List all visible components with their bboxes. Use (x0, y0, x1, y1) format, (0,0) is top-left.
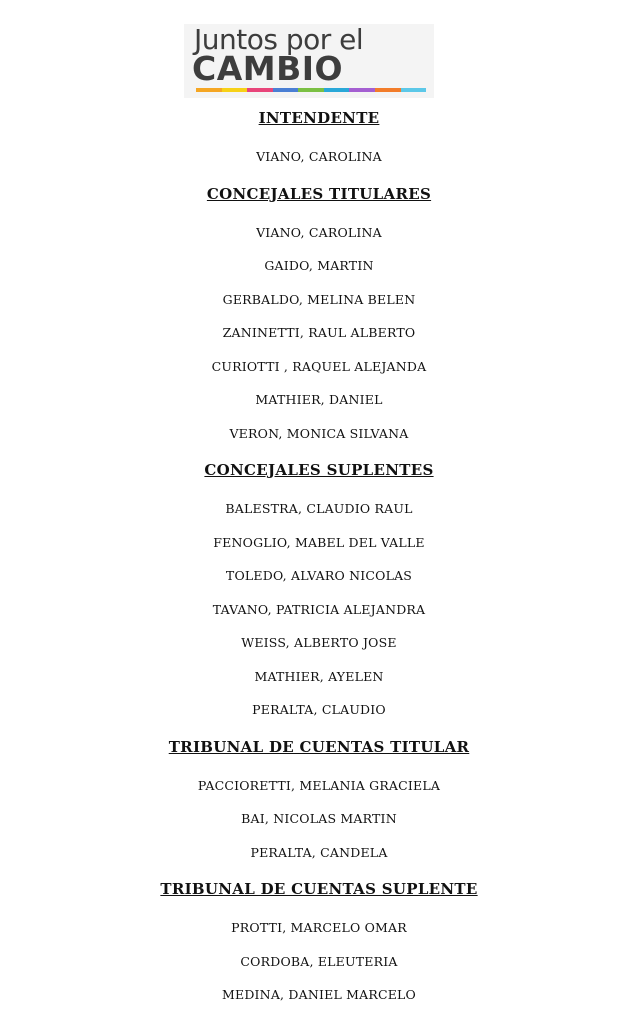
logo-stripe-segment (375, 88, 401, 92)
candidate-name: MATHIER, DANIEL (255, 392, 383, 407)
candidate-name: BAI, NICOLAS MARTIN (241, 811, 397, 826)
section-spacer (0, 450, 638, 460)
logo-stripe-segment (298, 88, 324, 92)
candidate-name: PERALTA, CLAUDIO (252, 702, 386, 717)
section-spacer (0, 727, 638, 737)
logo-stripe-segment (196, 88, 222, 92)
candidate-name: CURIOTTI , RAQUEL ALEJANDA (211, 358, 427, 374)
candidate-name: VERON, MONICA SILVANA (229, 425, 409, 441)
logo-line-2: CAMBIO (192, 49, 344, 88)
logo-color-stripe (196, 88, 426, 92)
candidate-name: VIANO, CAROLINA (256, 224, 382, 240)
candidate-name: VIANO, CAROLINA (256, 149, 382, 164)
candidate-name: PACCIORETTI, MELANIA GRACIELA (197, 777, 441, 793)
candidate-name: CORDOBA, ELEUTERIA (240, 953, 398, 969)
section-spacer (0, 869, 638, 879)
section-heading: CONCEJALES SUPLENTES (204, 461, 434, 479)
candidate-name: PERALTA, CANDELA (250, 844, 388, 860)
candidate-name: GERBALDO, MELINA BELEN (222, 291, 416, 307)
section-heading: CONCEJALES TITULARES (206, 184, 432, 203)
section-heading: TRIBUNAL DE CUENTAS TITULAR (168, 737, 470, 756)
candidate-name: FENOGLIO, MABEL DEL VALLE (213, 534, 425, 550)
candidate-name: BALESTRA, CLAUDIO RAUL (225, 501, 413, 516)
section-heading: TRIBUNAL DE CUENTAS SUPLENTE (160, 880, 478, 898)
juntos-por-el-cambio-logo (184, 24, 434, 98)
candidate-name: TAVANO, PATRICIA ALEJANDRA (212, 601, 426, 617)
candidate-list (0, 108, 638, 1012)
logo-stripe-segment (247, 88, 273, 92)
candidate-name: WEISS, ALBERTO JOSE (241, 635, 397, 650)
logo-stripe-segment (401, 88, 427, 92)
candidate-name: MATHIER, AYELEN (254, 668, 384, 684)
candidate-name: TOLEDO, ALVARO NICOLAS (225, 568, 413, 583)
candidate-name: MEDINA, DANIEL MARCELO (222, 987, 416, 1002)
section-heading: INTENDENTE (258, 109, 380, 127)
logo-stripe-segment (324, 88, 350, 92)
section-spacer (0, 174, 638, 184)
candidate-name: PROTTI, MARCELO OMAR (231, 920, 407, 935)
logo-stripe-segment (222, 88, 248, 92)
candidate-name: ZANINETTI, RAUL ALBERTO (222, 325, 416, 340)
candidate-name: GAIDO, MARTIN (264, 258, 374, 273)
logo-line-1: Juntos por el (194, 23, 364, 56)
logo-stripe-segment (273, 88, 299, 92)
logo-stripe-segment (349, 88, 375, 92)
